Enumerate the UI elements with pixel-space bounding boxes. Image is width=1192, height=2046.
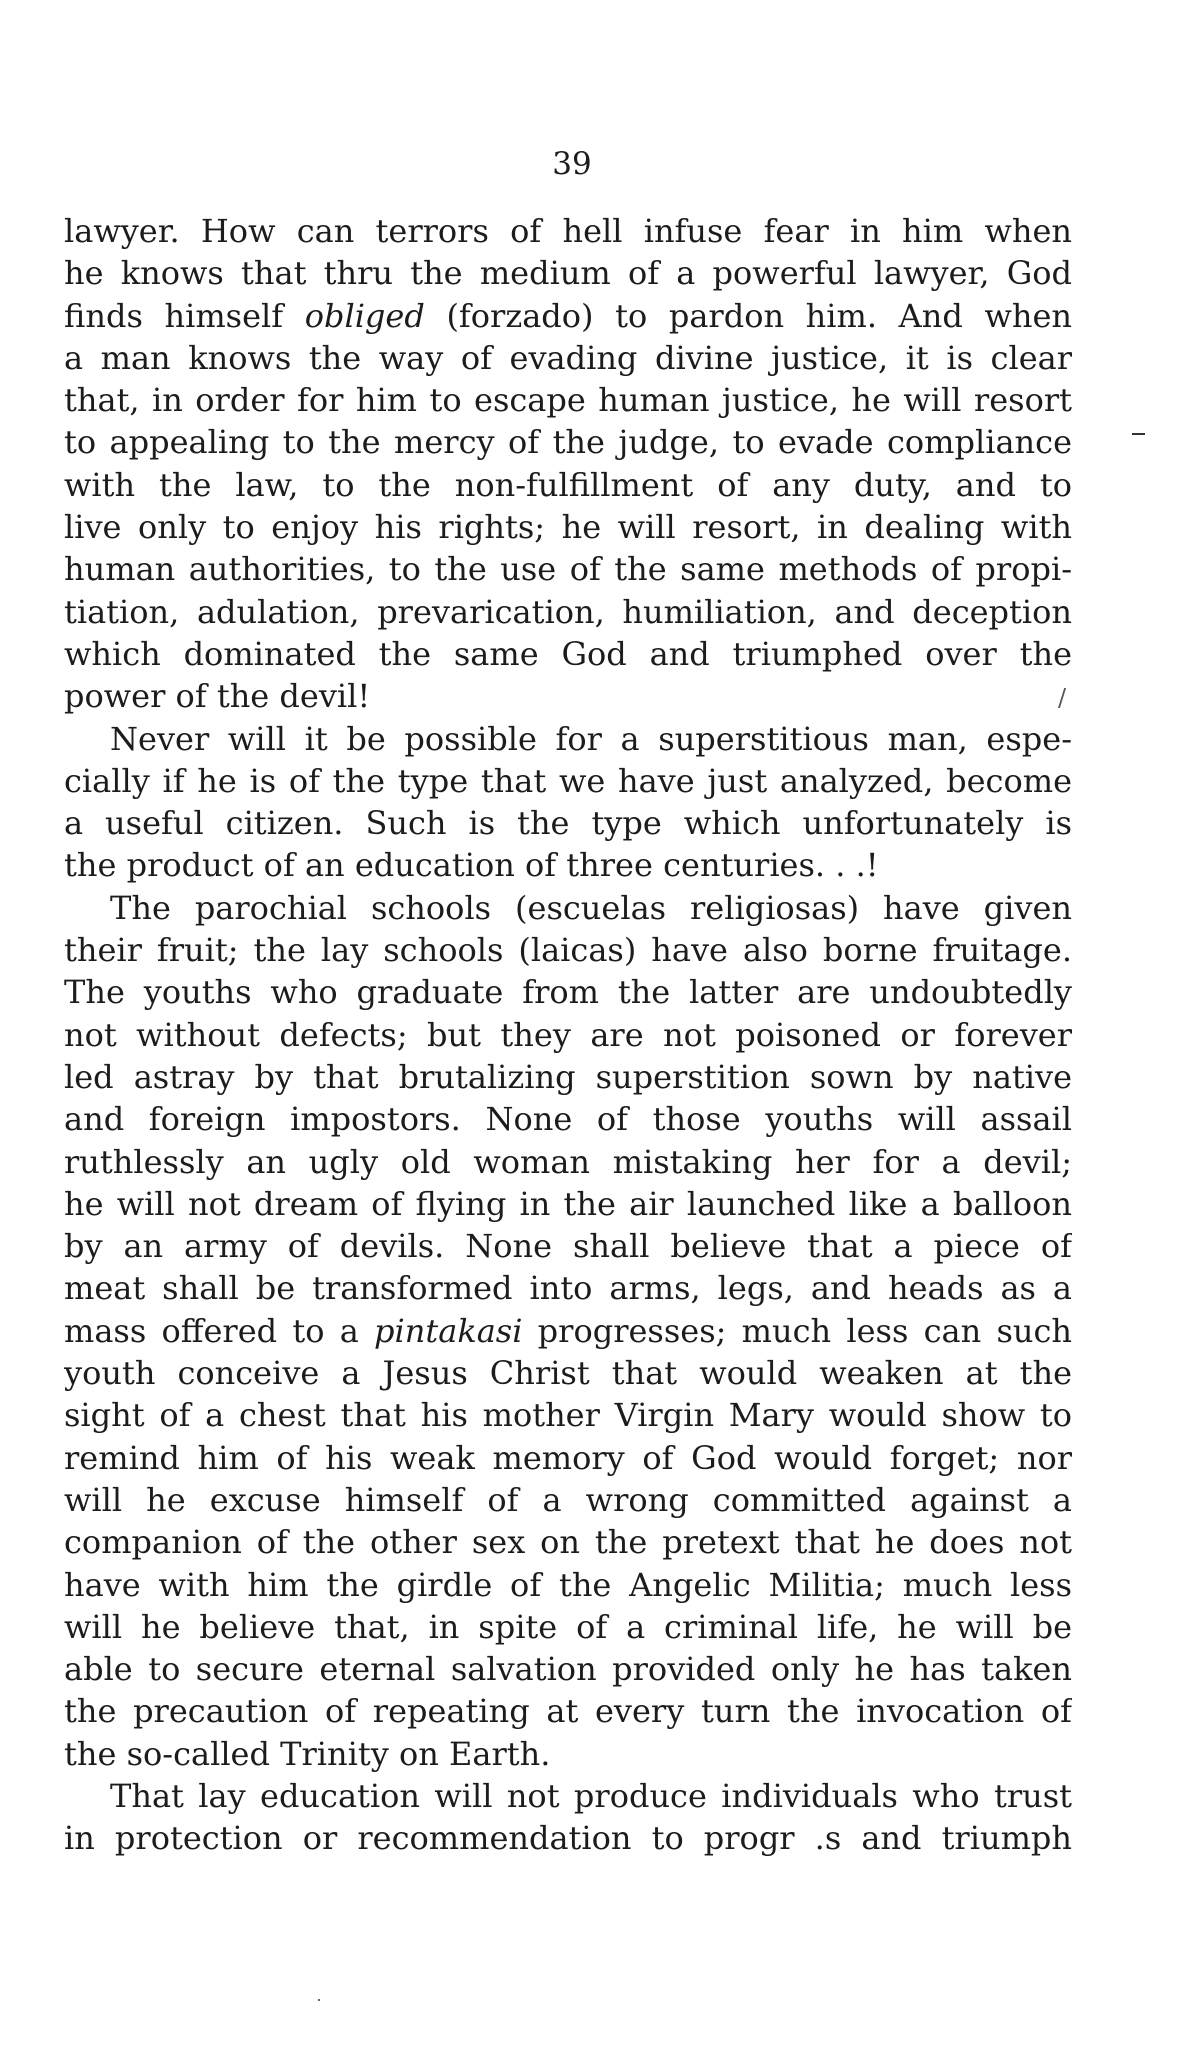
text-line	[64, 464, 1072, 506]
paragraph	[64, 210, 1072, 718]
text-line	[64, 760, 1072, 802]
text-line	[64, 337, 1072, 379]
text-line	[64, 1606, 1072, 1648]
text-run: that, in order for him to escape human justice, he will resort	[64, 381, 1072, 420]
page-number: 39	[552, 146, 592, 182]
text-line	[64, 379, 1072, 421]
paragraph	[64, 1775, 1072, 1860]
text-line	[64, 1775, 1072, 1817]
text-run: he knows that thru the medium of a powerful lawyer, God	[64, 254, 1072, 293]
text-run: and foreign impostors. None of those youths will assail	[64, 1100, 1072, 1139]
text-line	[64, 1310, 1072, 1352]
text-run: led astray by that brutalizing superstition sown by native	[64, 1057, 1072, 1096]
text-run: That lay education will not produce individuals who trust	[110, 1776, 1072, 1815]
text-run: meat shall be transformed into arms, legs, and heads as a	[64, 1269, 1072, 1308]
italic-text: pintakasi	[374, 1311, 523, 1350]
text-line	[64, 1564, 1072, 1606]
text-line	[64, 1014, 1072, 1056]
text-run: he will not dream of flying in the air launched like a balloon	[64, 1184, 1072, 1223]
text-line	[64, 1352, 1072, 1394]
text-run: with the law, to the non-fulfillment of any duty, and to	[64, 465, 1072, 504]
text-run: which dominated the same God and triumphed over the	[64, 634, 1072, 673]
text-run: a useful citizen. Such is the type which unfortunately is	[64, 804, 1072, 843]
text-run: cially if he is of the type that we have just analyzed, become	[64, 761, 1072, 800]
text-run: youth conceive a Jesus Christ that would weaken at the	[64, 1354, 1072, 1393]
text-line	[64, 1056, 1072, 1098]
text-line	[64, 802, 1072, 844]
text-line	[64, 548, 1072, 590]
text-run: The youths who graduate from the latter are undoubtedly	[64, 973, 1072, 1012]
text-run: remind him of his weak memory of God would forget; nor	[64, 1438, 1072, 1477]
text-run: the so-called Trinity on Earth.	[64, 1734, 551, 1773]
text-line	[64, 1648, 1072, 1690]
body-text	[64, 210, 1072, 1860]
text-run: a man knows the way of evading divine justice, it is clear	[64, 338, 1072, 377]
italic-text: obliged	[304, 296, 425, 335]
text-run: progresses; much less can such	[522, 1311, 1072, 1350]
text-line	[64, 1394, 1072, 1436]
text-run: to appealing to the mercy of the judge, to evade compliance	[64, 423, 1072, 462]
text-line	[64, 929, 1072, 971]
text-line	[64, 1225, 1072, 1267]
text-run: have with him the girdle of the Angelic Militia; much less	[64, 1565, 1072, 1604]
text-line	[64, 1733, 1072, 1775]
text-run: sight of a chest that his mother Virgin Mary would show to	[64, 1396, 1072, 1435]
slash-mark: /	[1058, 684, 1067, 712]
text-run: able to secure eternal salvation provided only he has taken	[64, 1650, 1072, 1689]
text-line	[64, 1098, 1072, 1140]
text-run: Never will it be possible for a superstitious man, espe-	[110, 719, 1072, 758]
text-run: by an army of devils. None shall believe that a piece of	[64, 1227, 1072, 1266]
text-run: will he excuse himself of a wrong committed against a	[64, 1480, 1072, 1519]
text-run: tiation, adulation, prevarication, humiliation, and deception	[64, 592, 1072, 631]
text-run: finds himself	[64, 296, 305, 335]
text-run: their fruit; the lay schools (laicas) have also borne fruitage.	[64, 931, 1072, 970]
text-line	[64, 1183, 1072, 1225]
text-line	[64, 633, 1072, 675]
text-line	[64, 675, 1072, 717]
text-run: companion of the other sex on the pretext that he does not	[64, 1523, 1072, 1562]
text-line	[64, 887, 1072, 929]
text-run: the precaution of repeating at every turn the invocation of	[64, 1692, 1072, 1731]
text-run: The parochial schools (escuelas religiosas) have given	[110, 888, 1072, 927]
text-run: ruthlessly an ugly old woman mistaking her for a devil;	[64, 1142, 1072, 1181]
text-line	[64, 1437, 1072, 1479]
text-line	[64, 1690, 1072, 1732]
text-line	[64, 1479, 1072, 1521]
text-line	[64, 210, 1072, 252]
text-line	[64, 1817, 1072, 1859]
text-line	[64, 1521, 1072, 1563]
text-line	[64, 718, 1072, 760]
text-line	[64, 1141, 1072, 1183]
text-run: the product of an education of three centuries. . .!	[64, 846, 879, 885]
text-run: will he believe that, in spite of a criminal life, he will be	[64, 1607, 1072, 1646]
text-line	[64, 506, 1072, 548]
stray-dot-mark	[318, 1999, 320, 2001]
text-run: lawyer. How can terrors of hell infuse fear in him when	[64, 212, 1072, 250]
text-run: mass offered to a	[64, 1311, 375, 1350]
text-line	[64, 421, 1072, 463]
text-line	[64, 1267, 1072, 1309]
paragraph	[64, 718, 1072, 887]
text-run: (forzado) to pardon him. And when	[424, 296, 1072, 335]
text-run: human authorities, to the use of the same methods of propi-	[64, 550, 1072, 589]
text-line	[64, 295, 1072, 337]
margin-dash-mark	[1132, 433, 1145, 435]
text-line	[64, 844, 1072, 886]
text-run: in protection or recommendation to progr .s and triumph	[64, 1819, 1072, 1858]
text-run: not without defects; but they are not poisoned or forever	[64, 1015, 1072, 1054]
text-line	[64, 252, 1072, 294]
text-line	[64, 971, 1072, 1013]
text-run: power of the devil!	[64, 677, 371, 716]
text-run: live only to enjoy his rights; he will resort, in dealing with	[64, 508, 1072, 547]
paragraph	[64, 887, 1072, 1775]
text-line	[64, 591, 1072, 633]
